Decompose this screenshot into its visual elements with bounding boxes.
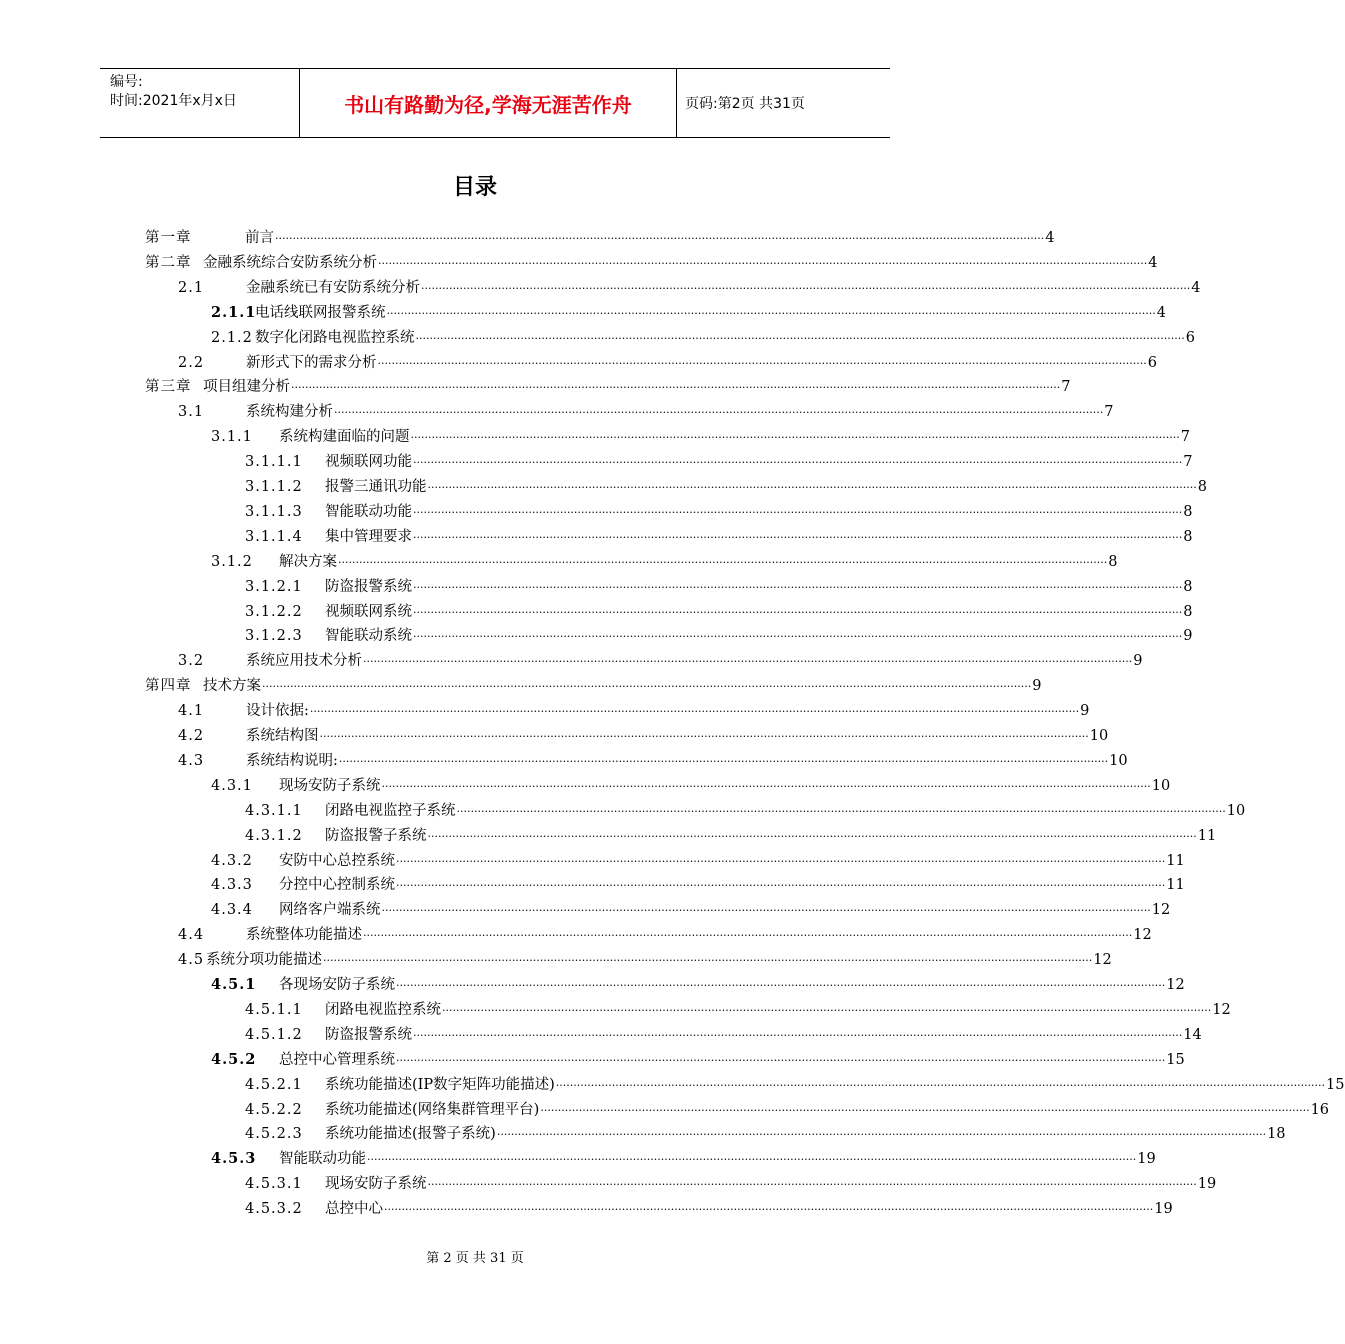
toc-entry[interactable] — [145, 224, 1055, 246]
header-time-label: 时间:2021年x月x日 — [110, 93, 237, 109]
page-title: 目录 — [452, 175, 497, 200]
toc-entry-label: 智能联动系统 — [325, 628, 412, 645]
toc-entry-number: 2.1.1 — [211, 303, 257, 321]
toc-entry-label: 视频联网系统 — [325, 603, 412, 620]
toc-entry-label: 各现场安防子系统 — [279, 977, 395, 993]
toc-entry-page: 4 — [1045, 230, 1055, 246]
toc-leader-dots: ............................................................................................................................................................................................................................ — [396, 1050, 1166, 1064]
toc-leader-dots: ............................................................................................................................................................................................................................ — [427, 826, 1197, 840]
toc-leader-dots: ............................................................................................................................................................................................................................ — [381, 901, 1151, 915]
toc-entry-page: 12 — [1212, 1001, 1231, 1018]
toc-entry-label: 前言 — [245, 230, 274, 246]
toc-leader-dots: ............................................................................................................................................................................................................................ — [396, 851, 1166, 865]
toc-entry-label: 系统构建分析 — [246, 404, 333, 421]
toc-entry-number: 3.1.2.2 — [245, 603, 303, 620]
toc-entry-label: 解决方案 — [279, 553, 337, 570]
toc-entry[interactable] — [245, 1195, 1173, 1218]
toc-entry-number: 4.5.3.2 — [245, 1201, 303, 1218]
toc-entry-label: 金融系统综合安防系统分析 — [203, 254, 377, 271]
toc-entry[interactable] — [245, 1096, 1330, 1118]
toc-entry-label: 电话线联网报警系统 — [255, 304, 386, 321]
toc-entry-number: 4.5.3.1 — [245, 1176, 303, 1193]
toc-leader-dots: ............................................................................................................................................................................................................................ — [386, 303, 1156, 317]
toc-entry-number: 4.5.2 — [211, 1050, 257, 1068]
toc-entry-number: 2.1.2 — [211, 329, 253, 346]
toc-entry[interactable] — [245, 1071, 1345, 1093]
toc-entry-label: 闭路电视监控系统 — [325, 1001, 441, 1018]
toc-entry[interactable] — [145, 672, 1042, 695]
toc-entry-number: 第三章 — [145, 379, 192, 396]
toc-entry[interactable] — [178, 921, 1152, 944]
toc-entry-page: 11 — [1166, 852, 1185, 869]
toc-entry[interactable] — [211, 423, 1190, 446]
toc-entry[interactable] — [245, 1021, 1202, 1043]
toc-entry-page: 18 — [1267, 1126, 1286, 1143]
toc-entry[interactable] — [245, 473, 1207, 495]
toc-leader-dots: ............................................................................................................................................................................................................................ — [442, 1000, 1212, 1014]
toc-entry-page: 9 — [1080, 703, 1090, 720]
toc-leader-dots: ............................................................................................................................................................................................................................ — [555, 1075, 1326, 1089]
header-number-label: 编号: — [110, 74, 143, 90]
toc-entry-number: 3.1 — [178, 404, 205, 421]
toc-entry-number: 4.5.1.2 — [245, 1026, 303, 1043]
toc-leader-dots: ............................................................................................................................................................................................................................ — [338, 751, 1109, 765]
toc-entry-label: 智能联动功能 — [279, 1151, 366, 1168]
toc-entry[interactable] — [211, 971, 1185, 993]
toc-entry-label: 技术方案 — [203, 678, 261, 695]
toc-entry-number: 3.1.1.1 — [245, 454, 303, 471]
toc-entry[interactable] — [145, 373, 1071, 396]
toc-entry-number: 4.1 — [178, 703, 205, 720]
toc-entry[interactable] — [178, 647, 1143, 670]
toc-entry-page: 10 — [1151, 777, 1171, 794]
toc-entry-label: 总控中心 — [325, 1201, 383, 1218]
toc-entry-number: 第二章 — [145, 254, 192, 271]
toc-entry[interactable] — [245, 498, 1193, 520]
toc-entry-number: 4.3.1 — [211, 777, 253, 794]
header-meta — [100, 69, 300, 137]
toc-leader-dots: ............................................................................................................................................................................................................................ — [427, 478, 1197, 491]
toc-entry-label: 系统应用技术分析 — [246, 653, 362, 670]
toc-entry-label: 金融系统已有安防系统分析 — [246, 279, 420, 296]
toc-entry-page: 6 — [1147, 354, 1157, 371]
toc-entry[interactable] — [178, 349, 1157, 371]
toc-entry-label: 现场安防子系统 — [279, 777, 381, 794]
toc-entry-page: 15 — [1166, 1051, 1185, 1068]
toc-leader-dots: ............................................................................................................................................................................................................................ — [384, 1200, 1154, 1214]
toc-leader-dots: ............................................................................................................................................................................................................................ — [363, 652, 1133, 666]
toc-leader-dots: ............................................................................................................................................................................................................................ — [367, 1150, 1137, 1164]
toc-entry-page: 8 — [1183, 503, 1193, 520]
toc-entry[interactable] — [145, 249, 1158, 271]
toc-entry-number: 4.5.1 — [211, 976, 257, 993]
toc-entry-label: 分控中心控制系统 — [279, 877, 395, 894]
toc-entry-page: 15 — [1326, 1076, 1345, 1093]
toc-entry-number: 4.5 — [178, 952, 205, 969]
toc-entry-page: 10 — [1089, 728, 1109, 744]
toc-entry-number: 4.5.2.2 — [245, 1101, 303, 1118]
toc-entry-number: 3.1.1 — [211, 429, 253, 446]
toc-entry-label: 总控中心管理系统 — [279, 1051, 395, 1068]
toc-leader-dots: ............................................................................................................................................................................................................................ — [262, 677, 1032, 691]
toc-leader-dots: ............................................................................................................................................................................................................................ — [396, 976, 1166, 989]
toc-leader-dots: ............................................................................................................................................................................................................................ — [413, 453, 1183, 467]
toc-entry[interactable] — [245, 797, 1246, 819]
toc-entry-label: 现场安防子系统 — [325, 1176, 427, 1193]
toc-entry-page: 8 — [1183, 603, 1193, 620]
toc-entry-page: 11 — [1166, 877, 1185, 894]
toc-entry[interactable] — [211, 772, 1171, 794]
toc-entry-label: 设计依据: — [246, 703, 309, 720]
toc-entry[interactable] — [178, 398, 1114, 421]
toc-entry-number: 4.5.2.1 — [245, 1076, 303, 1093]
toc-entry-page: 19 — [1197, 1176, 1217, 1193]
toc-entry-number: 3.1.1.2 — [245, 479, 303, 495]
toc-entry-number: 4.4 — [178, 927, 205, 944]
toc-entry[interactable] — [178, 697, 1090, 720]
toc-leader-dots: ............................................................................................................................................................................................................................ — [363, 926, 1133, 940]
toc-leader-dots: ............................................................................................................................................................................................................................ — [415, 328, 1185, 342]
toc-entry-label: 防盗报警子系统 — [325, 827, 427, 844]
toc-entry-page: 12 — [1151, 902, 1171, 919]
toc-entry-number: 4.2 — [178, 728, 205, 744]
toc-entry-number: 4.3.3 — [211, 877, 253, 894]
toc-leader-dots: ............................................................................................................................................................................................................................ — [291, 378, 1061, 392]
toc-leader-dots: ............................................................................................................................................................................................................................ — [323, 951, 1093, 965]
header-motto: 书山有路勤为径,学海无涯苦作舟 — [300, 69, 677, 137]
toc-entry[interactable] — [245, 1170, 1217, 1193]
toc-entry-label: 报警三通讯功能 — [325, 479, 427, 495]
toc-entry-page: 4 — [1156, 304, 1166, 321]
toc-entry-label: 系统功能描述(网络集群管理平台) — [325, 1101, 540, 1118]
toc-entry-label: 数字化闭路电视监控系统 — [255, 329, 415, 346]
toc-entry-label: 防盗报警系统 — [325, 578, 412, 595]
toc-leader-dots: ............................................................................................................................................................................................................................ — [413, 602, 1183, 616]
toc-entry[interactable] — [178, 946, 1112, 969]
toc-leader-dots: ............................................................................................................................................................................................................................ — [309, 702, 1080, 716]
toc-entry-page: 16 — [1310, 1101, 1330, 1118]
toc-entry-number: 第四章 — [145, 678, 192, 695]
toc-entry-page: 9 — [1133, 653, 1143, 670]
toc-entry-label: 新形式下的需求分析 — [246, 354, 377, 371]
toc-entry-label: 集中管理要求 — [325, 528, 412, 545]
toc-entry-label: 网络客户端系统 — [279, 902, 381, 919]
toc-entry-number: 3.1.2.1 — [245, 578, 303, 595]
toc-entry[interactable] — [245, 622, 1193, 645]
toc-leader-dots: ............................................................................................................................................................................................................................ — [413, 627, 1183, 641]
toc-entry-number: 4.3.4 — [211, 902, 253, 919]
toc-leader-dots: ............................................................................................................................................................................................................................ — [496, 1125, 1267, 1139]
toc-entry-page: 11 — [1197, 827, 1217, 844]
toc-entry-page: 19 — [1137, 1151, 1156, 1168]
toc-entry-page: 10 — [1109, 752, 1128, 769]
toc-entry-page: 9 — [1183, 628, 1193, 645]
toc-entry-number: 3.2 — [178, 653, 205, 670]
toc-entry-label: 系统功能描述(IP数字矩阵功能描述) — [325, 1076, 555, 1093]
toc-entry-number: 4.5.2.3 — [245, 1126, 303, 1143]
toc-entry-label: 系统分项功能描述 — [206, 952, 322, 969]
toc-entry-page: 8 — [1183, 528, 1193, 545]
toc-entry-number: 3.1.1.4 — [245, 528, 303, 545]
toc-leader-dots: ............................................................................................................................................................................................................................ — [427, 1175, 1197, 1189]
toc-leader-dots: ............................................................................................................................................................................................................................ — [413, 1025, 1183, 1039]
toc-entry-label: 系统结构说明: — [246, 752, 338, 769]
toc-entry-page: 10 — [1226, 802, 1246, 819]
toc-entry-number: 第一章 — [145, 230, 192, 246]
page-header — [100, 68, 890, 138]
toc-leader-dots: ............................................................................................................................................................................................................................ — [319, 727, 1089, 740]
page-footer: 第 2 页 共 31 页 — [426, 1251, 524, 1266]
toc-entry[interactable] — [178, 747, 1128, 769]
toc-entry[interactable] — [211, 1046, 1185, 1068]
toc-leader-dots: ............................................................................................................................................................................................................................ — [456, 801, 1226, 815]
toc-entry-page: 9 — [1032, 678, 1042, 695]
toc-leader-dots: ............................................................................................................................................................................................................................ — [421, 278, 1191, 292]
toc-entry-page: 7 — [1183, 454, 1193, 471]
toc-entry[interactable] — [245, 598, 1193, 620]
toc-entry-page: 12 — [1093, 952, 1112, 969]
toc-entry-label: 系统构建面临的问题 — [279, 429, 410, 446]
toc-entry[interactable] — [245, 1120, 1286, 1143]
toc-entry[interactable] — [245, 523, 1193, 545]
toc-leader-dots: ............................................................................................................................................................................................................................ — [413, 502, 1183, 516]
toc-entry[interactable] — [245, 573, 1193, 595]
toc-leader-dots: ............................................................................................................................................................................................................................ — [413, 527, 1183, 541]
toc-entry-page: 7 — [1061, 379, 1071, 396]
toc-entry-number: 3.1.2 — [211, 553, 253, 570]
toc-entry-page: 19 — [1154, 1201, 1173, 1218]
toc-entry-label: 系统功能描述(报警子系统) — [325, 1126, 496, 1143]
toc-leader-dots: ............................................................................................................................................................................................................................ — [413, 577, 1183, 591]
toc-leader-dots: ............................................................................................................................................................................................................................ — [275, 229, 1045, 242]
toc-entry-page: 4 — [1191, 279, 1201, 296]
toc-entry-label: 安防中心总控系统 — [279, 852, 395, 869]
toc-entry-page: 6 — [1185, 329, 1195, 346]
toc-leader-dots: ............................................................................................................................................................................................................................ — [338, 552, 1108, 566]
toc-entry-page: 12 — [1166, 977, 1185, 993]
toc-entry-page: 14 — [1183, 1026, 1202, 1043]
toc-entry-number: 4.5.1.1 — [245, 1001, 303, 1018]
toc-entry[interactable] — [245, 996, 1231, 1018]
toc-leader-dots: ............................................................................................................................................................................................................................ — [377, 353, 1147, 367]
toc-entry-page: 8 — [1183, 578, 1193, 595]
toc-entry[interactable] — [211, 548, 1118, 570]
toc-entry-label: 视频联网功能 — [325, 454, 412, 471]
toc-leader-dots: ............................................................................................................................................................................................................................ — [540, 1100, 1310, 1114]
toc-entry-label: 智能联动功能 — [325, 503, 412, 520]
toc-entry-page: 7 — [1180, 429, 1190, 446]
toc-entry[interactable] — [211, 1145, 1156, 1168]
toc-entry-page: 4 — [1148, 254, 1158, 271]
toc-entry-page: 7 — [1104, 404, 1114, 421]
toc-entry-number: 3.1.1.3 — [245, 503, 303, 520]
toc-entry-number: 4.3 — [178, 752, 205, 769]
toc-leader-dots: ............................................................................................................................................................................................................................ — [396, 876, 1166, 890]
header-page-label: 页码:第2页 共31页 — [685, 96, 805, 112]
toc-entry-label: 闭路电视监控子系统 — [325, 802, 456, 819]
toc-entry[interactable] — [211, 896, 1171, 919]
toc-leader-dots: ............................................................................................................................................................................................................................ — [334, 403, 1104, 417]
toc-leader-dots: ............................................................................................................................................................................................................................ — [381, 776, 1151, 790]
toc-entry-number: 4.3.1.1 — [245, 802, 303, 819]
toc-leader-dots: ............................................................................................................................................................................................................................ — [410, 428, 1180, 442]
toc-entry-label: 系统整体功能描述 — [246, 927, 362, 944]
toc-entry[interactable] — [211, 847, 1185, 869]
toc-entry-page: 12 — [1133, 927, 1152, 944]
toc-entry[interactable] — [178, 722, 1109, 744]
toc-entry[interactable] — [211, 299, 1166, 321]
toc-entry-page: 8 — [1108, 553, 1118, 570]
toc-entry-number: 3.1.2.3 — [245, 628, 303, 645]
toc-entry-number: 4.3.1.2 — [245, 827, 303, 844]
toc-entry-page: 8 — [1197, 479, 1207, 495]
toc-entry[interactable] — [211, 871, 1185, 894]
toc-leader-dots: ............................................................................................................................................................................................................................ — [378, 253, 1148, 267]
toc-entry[interactable] — [178, 274, 1201, 296]
toc-entry-label: 防盗报警系统 — [325, 1026, 412, 1043]
toc-entry-number: 4.5.3 — [211, 1150, 257, 1168]
toc-entry-number: 2.1 — [178, 279, 205, 296]
toc-entry-number: 4.3.2 — [211, 852, 253, 869]
toc-entry[interactable] — [211, 324, 1195, 346]
toc-entry-label: 系统结构图 — [246, 728, 319, 744]
toc-entry-number: 2.2 — [178, 354, 205, 371]
toc-entry[interactable] — [245, 448, 1193, 471]
toc-entry[interactable] — [245, 822, 1217, 844]
toc-entry-label: 项目组建分析 — [203, 379, 290, 396]
